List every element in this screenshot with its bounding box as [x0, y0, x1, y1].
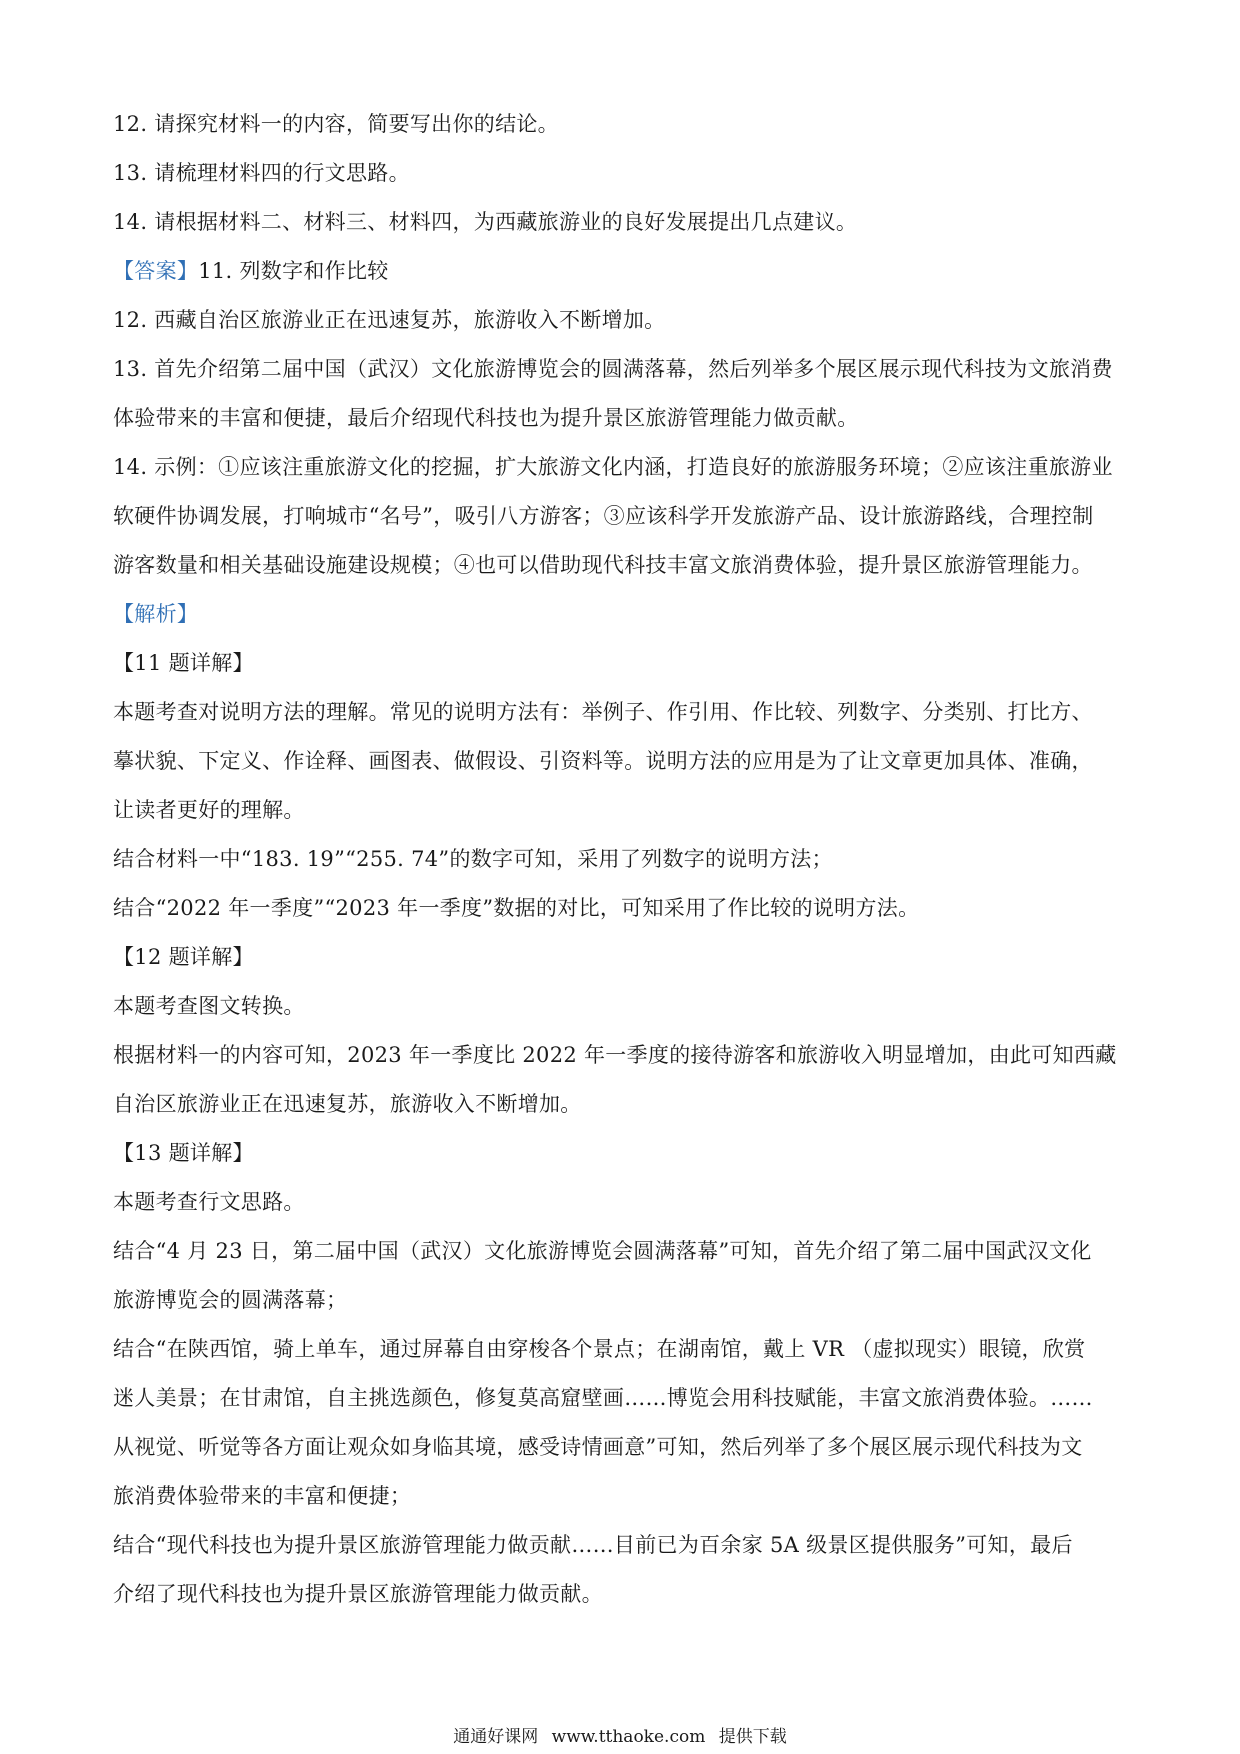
paragraph-line: 迷人美景；在甘肃馆，自主挑选颜色，修复莫高窟壁画……博览会用科技赋能，丰富文旅消费体验。…… — [113, 1386, 1093, 1410]
paragraph-line: 结合“2022 年一季度”“2023 年一季度”数据的对比，可知采用了作比较的说明方法。 — [113, 896, 920, 920]
paragraph-line: 结合材料一中“183. 19”“255. 74”的数字可知，采用了列数字的说明方法； — [113, 847, 833, 871]
paragraph-line: 结合“4 月 23 日，第二届中国（武汉）文化旅游博览会圆满落幕”可知，首先介绍了第二届中国武汉文化 — [113, 1239, 1092, 1263]
paragraph-line: 本题考查对说明方法的理解。常见的说明方法有：举例子、作引用、作比较、列数字、分类别、打比方、 — [113, 700, 1093, 724]
paragraph-line: 自治区旅游业正在迅速复苏，旅游收入不断增加。 — [113, 1092, 582, 1116]
answer-14-line-2: 软硬件协调发展，打响城市“名号”，吸引八方游客；③应该科学开发旅游产品、设计旅游路线，合理控制 — [113, 504, 1094, 528]
answer-13-line-1: 13. 首先介绍第二届中国（武汉）文化旅游博览会的圆满落幕，然后列举多个展区展示现代科技为文旅消费 — [113, 357, 1113, 381]
answer-11-line — [113, 247, 1133, 296]
paragraph-line: 根据材料一的内容可知，2023 年一季度比 2022 年一季度的接待游客和旅游收入明显增加，由此可知西藏 — [113, 1043, 1117, 1067]
question-12: 12. 请探究材料一的内容，简要写出你的结论。 — [113, 112, 559, 136]
footer-suffix: 提供下载 — [718, 1727, 787, 1747]
answer-14-line-3: 游客数量和相关基础设施建设规模；④也可以借助现代科技丰富文旅消费体验，提升景区旅游管理能力。 — [113, 553, 1093, 577]
page-footer — [0, 1722, 1240, 1747]
question-14: 14. 请根据材料二、材料三、材料四，为西藏旅游业的良好发展提出几点建议。 — [113, 210, 858, 234]
detail-11-heading: 【11 题详解】 — [113, 651, 254, 675]
answer-11: 11. 列数字和作比较 — [198, 259, 389, 283]
answer-14-line-1: 14. 示例：①应该注重旅游文化的挖掘，扩大旅游文化内涵，打造良好的旅游服务环境；②应该注重旅游业 — [113, 455, 1113, 479]
paragraph-line: 介绍了现代科技也为提升景区旅游管理能力做贡献。 — [113, 1582, 603, 1606]
paragraph-line: 旅游博览会的圆满落幕； — [113, 1288, 348, 1312]
detail-12-heading: 【12 题详解】 — [113, 945, 254, 969]
paragraph-line: 摹状貌、下定义、作诠释、画图表、做假设、引资料等。说明方法的应用是为了让文章更加具体、准确， — [113, 749, 1093, 773]
paragraph-line: 从视觉、听觉等各方面让观众如身临其境，感受诗情画意”可知，然后列举了多个展区展示现代科技为文 — [113, 1435, 1083, 1459]
question-13: 13. 请梳理材料四的行文思路。 — [113, 161, 410, 185]
answer-12: 12. 西藏自治区旅游业正在迅速复苏，旅游收入不断增加。 — [113, 308, 666, 332]
analysis-tag: 【解析】 — [113, 602, 199, 626]
answer-13-line-2: 体验带来的丰富和便捷，最后介绍现代科技也为提升景区旅游管理能力做贡献。 — [113, 406, 859, 430]
document-body — [113, 100, 1133, 1619]
paragraph-line: 结合“现代科技也为提升景区旅游管理能力做贡献……目前已为百余家 5A 级景区提供服务”可知，最后 — [113, 1533, 1073, 1557]
paragraph-line: 让读者更好的理解。 — [113, 798, 305, 822]
answer-tag: 【答案】 — [113, 259, 199, 283]
paragraph-line: 本题考查图文转换。 — [113, 994, 305, 1018]
footer-url[interactable]: www.tthaoke.com — [551, 1727, 706, 1747]
paragraph-line: 旅消费体验带来的丰富和便捷； — [113, 1484, 412, 1508]
paragraph-line: 本题考查行文思路。 — [113, 1190, 305, 1214]
paragraph-line: 结合“在陕西馆，骑上单车，通过屏幕自由穿梭各个景点；在湖南馆，戴上 VR （虚拟现实）眼镜，欣赏 — [113, 1337, 1086, 1361]
footer-site-name: 通通好课网 — [453, 1727, 539, 1747]
detail-13-heading: 【13 题详解】 — [113, 1141, 254, 1165]
